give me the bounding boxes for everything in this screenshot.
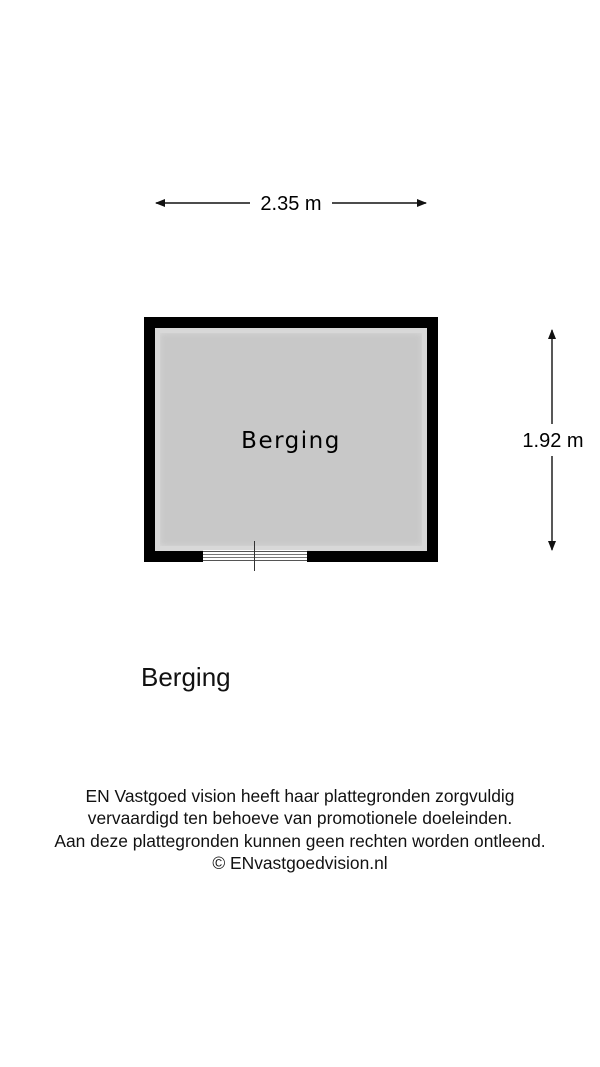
disclaimer	[0, 785, 600, 875]
height-dimension	[522, 330, 583, 550]
floor-name: Berging	[141, 662, 231, 692]
disclaimer-line-2: vervaardigd ten behoeve van promotionele doeleinden.	[87, 808, 513, 829]
disclaimer-line-3: Aan deze plattegronden kunnen geen rechten worden ontleend.	[54, 830, 546, 851]
disclaimer-line-1: EN Vastgoed vision heeft haar plattegronden zorgvuldig	[85, 786, 515, 806]
room-berging	[144, 317, 438, 571]
room-label-berging: Berging	[241, 428, 341, 454]
width-dimension-label: 2.35 m	[260, 193, 322, 215]
width-dimension	[156, 193, 426, 215]
copyright: © ENvastgoedvision.nl	[212, 853, 388, 874]
height-dimension-label: 1.92 m	[522, 430, 584, 452]
